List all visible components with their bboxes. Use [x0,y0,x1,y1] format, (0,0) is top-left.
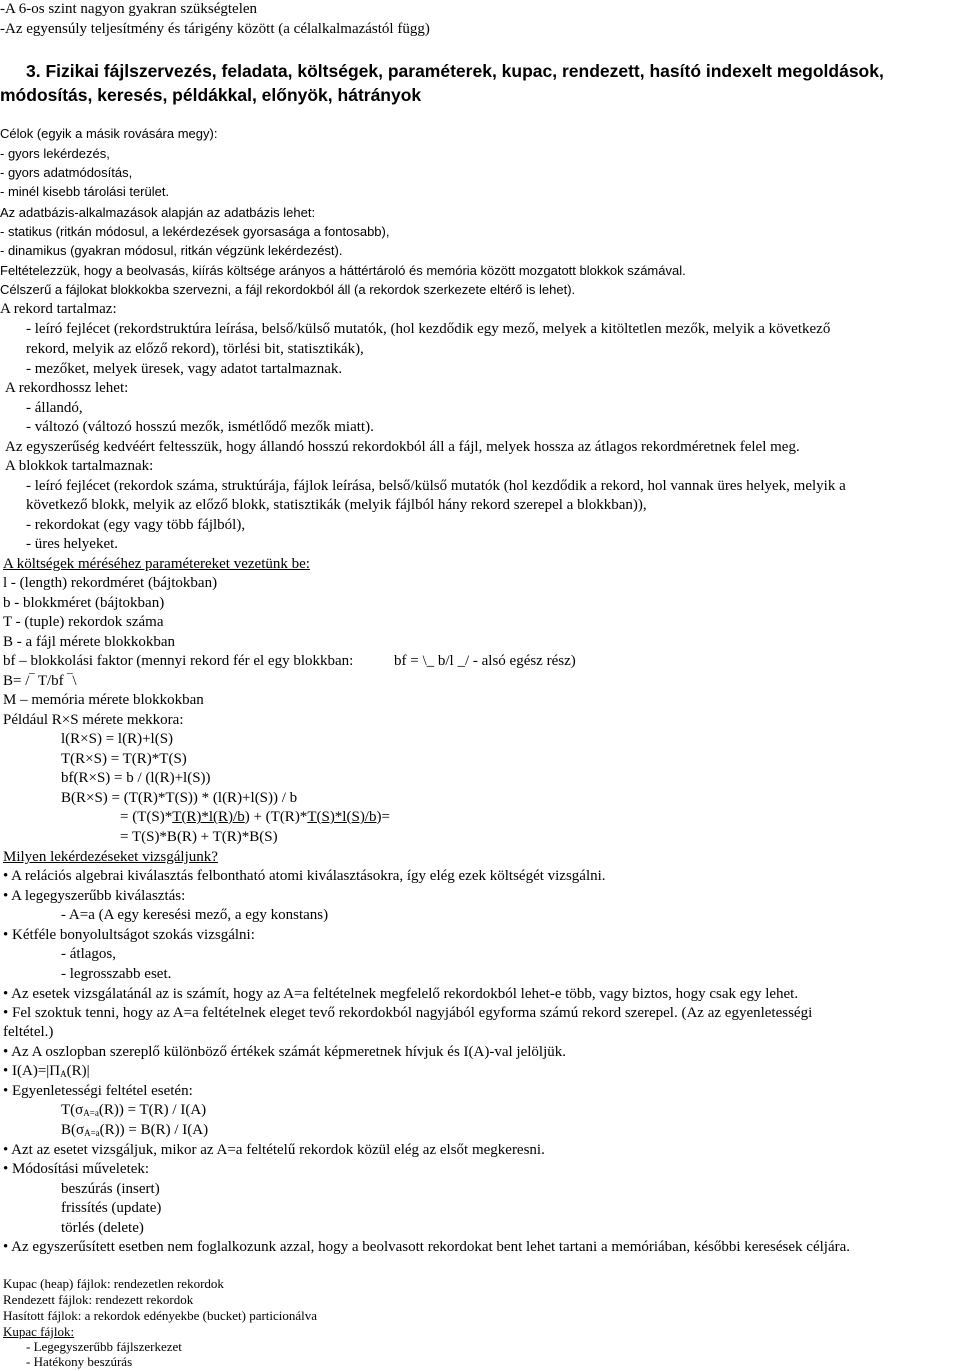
param-bf-formula: bf = \_ b/l _/ - alsó egész rész) [394,653,576,669]
reclen-item: - változó (változó hosszú mezők, ismétlődő mezők miatt). [26,419,374,435]
param-l: l - (length) rekordméret (bájtokban) [3,575,218,591]
blocks-item: - leíró fejlécet (rekordok száma, struktúrája, fájlok leírása, belső/külső mutatók (hol kezdődik a rekord, hol vannak üres helyek, melyik a [26,478,846,494]
footer-line: Kupac (heap) fájlok: rendezetlen rekordok [3,1276,224,1291]
subscript: A=a [83,1108,99,1118]
param-T: T - (tuple) rekordok száma [3,614,164,630]
goal-item: - gyors lekérdezés, [0,146,110,161]
formula-part: (R)| [66,1063,90,1079]
reclen-title: A rekordhossz lehet: [5,380,129,396]
bullet-item: • Az esetek vizsgálatánál az is számít, hogy az A=a feltételnek megfelelő rekordokból lehet-e több, vagy biztos, hogy csak egy lehet. [3,986,799,1002]
record-title: A rekord tartalmaz: [0,301,117,317]
goal-item: - gyors adatmódosítás, [0,165,133,180]
formula-part: T(σ [61,1102,84,1118]
bullet-item: • Az A oszlopban szereplő különböző értékek számát képmeretnek hívjuk és I(A)-val jelöljük. [3,1044,566,1060]
formula-part-underlined: T(R)*l(R)/b [172,809,245,825]
section-heading-cont: módosítás, keresés, példákkal, előnyök, hátrányok [0,85,422,105]
record-item: - mezőket, melyek üresek, vagy adatot tartalmaznak. [26,361,343,377]
bullet-item [3,1062,90,1084]
blocks-item-cont: következő blokk, melyik az előző blokk, statisztikák (melyik fájlból hány rekord szerepel a blokkban)), [26,497,647,513]
purpose: Célszerű a fájlokat blokkokba szervezni, a fájl rekordokból áll (a rekordok szerkezete eltérő is lehet). [0,282,576,297]
blocks-item: - üres helyeket. [26,536,119,552]
bullet-item: • Módosítási műveletek: [3,1161,150,1177]
formula-line: = T(S)*B(R) + T(R)*B(S) [120,829,278,845]
footer-heap-title: Kupac fájlok: [3,1324,75,1339]
intro-line-2: -Az egyensúly teljesítmény és tárigény között (a célalkalmazástól függ) [0,21,430,37]
intro-line-1: -A 6-os szint nagyon gyakran szükségtelen [0,1,258,17]
formula-part: B(σ [61,1122,85,1138]
param-B-formula: B= /‾ T/bf ‾\ [3,673,77,689]
formula-line: l(R×S) = l(R)+l(S) [61,731,174,747]
assumption: Feltételezzük, hogy a beolvasás, kiírás költsége arányos a háttértároló és memória között mozgatott blokkok számával. [0,263,686,278]
sub-item: - A=a (A egy keresési mező, a egy konstans) [61,907,329,923]
subscript: A=a [84,1128,100,1138]
footer-line: Rendezett fájlok: rendezett rekordok [3,1292,194,1307]
formula-part: (R)) = B(R) / I(A) [99,1122,209,1138]
bullet-item: • Egyenletességi feltétel esetén: [3,1083,193,1099]
footer-item: - Legegyszerűbb fájlszerkezet [26,1339,182,1354]
goals-title: Célok (egyik a másik rovására megy): [0,126,218,141]
db-static: - statikus (ritkán módosul, a lekérdezések gyorsasága a fontosabb), [0,224,390,239]
param-bf: bf – blokkolási faktor (mennyi rekord fér el egy blokkban: [3,653,354,669]
footer-line: Hasított fájlok: a rekordok edényekbe (bucket) particionálva [3,1308,318,1323]
bullet-item: • Kétféle bonyolultságot szokás vizsgálni: [3,927,255,943]
formula-line: bf(R×S) = b / (l(R)+l(S)) [61,770,211,786]
simplicity-note: Az egyszerűség kedvéért feltesszük, hogy állandó hosszú rekordokból áll a fájl, melyek hossza az átlagos rekordméretnek felel meg. [5,439,800,455]
blocks-item: - rekordokat (egy vagy több fájlból), [26,517,246,533]
bullet-item: • Fel szoktuk tenni, hogy az A=a feltételnek eleget tevő rekordokból nagyjából egyforma számú rekord szerepel. (Az az egyenletességi [3,1005,813,1021]
bullet-item-cont: feltétel.) [3,1024,54,1040]
subscript: A [60,1069,67,1079]
bullet-item: • A legegyszerűbb kiválasztás: [3,888,186,904]
formula-line: B(R×S) = (T(R)*T(S)) * (l(R)+l(S)) / b [61,790,298,806]
formula-line: T(R×S) = T(R)*T(S) [61,751,187,767]
formula-part: )= [376,809,390,825]
sub-item: beszúrás (insert) [61,1181,160,1197]
footer-item: - Hatékony beszúrás [26,1354,133,1369]
param-M: M – memória mérete blokkokban [3,692,204,708]
params-title: A költségek méréséhez paramétereket vezetünk be: [3,556,310,572]
queries-title: Milyen lekérdezéseket vizsgáljunk? [3,849,218,865]
bullet-item: • Azt az esetet vizsgáljuk, mikor az A=a feltételű rekordok közül elég az elsőt megkeresni. [3,1142,545,1158]
formula-line [120,808,390,827]
param-b: b - blokkméret (bájtokban) [3,595,165,611]
sub-item: - átlagos, [61,946,116,962]
formula-part: = (T(S)* [120,809,173,825]
formula-part-underlined: T(S)*l(S)/b [307,809,377,825]
sub-item: törlés (delete) [61,1220,144,1236]
db-dynamic: - dinamikus (gyakran módosul, ritkán végzünk lekérdezést). [0,243,343,258]
record-item: - leíró fejlécet (rekordstruktúra leírása, belső/külső mutatók, (hol kezdődik egy mező, melyek a kitöltetlen mezők, melyik a következő [26,321,831,337]
section-heading: 3. Fizikai fájlszervezés, feladata, költségek, paraméterek, kupac, rendezett, hasító indexelt megoldások, [26,61,884,81]
sub-item: - legrosszabb eset. [61,966,172,982]
db-intro: Az adatbázis-alkalmazások alapján az adatbázis lehet: [0,205,316,220]
param-B: B - a fájl mérete blokkokban [3,634,176,650]
record-item-cont: rekord, melyik az előző rekord), törlési bit, statisztikák), [26,341,364,357]
formula-part: ) + (T(R)* [244,809,308,825]
bullet-item: • A relációs algebrai kiválasztás felbontható atomi kiválasztásokra, így elég ezek költségét vizsgálni. [3,868,606,884]
reclen-item: - állandó, [26,400,83,416]
formula-part: (R)) = T(R) / I(A) [98,1102,207,1118]
blocks-title: A blokkok tartalmaznak: [5,458,154,474]
sub-item: frissítés (update) [61,1200,162,1216]
goal-item: - minél kisebb tárolási terület. [0,184,170,199]
formula-line [61,1101,206,1123]
bullet-item: • Az egyszerűsített esetben nem foglalkozunk azzal, hogy a beolvasott rekordokat bent lehet tartani a memóriában, későbbi keresések céljára. [3,1239,851,1255]
example-title: Például R×S mérete mekkora: [3,712,184,728]
formula-line [61,1121,208,1143]
formula-part: • I(A)=|Π [3,1063,61,1079]
